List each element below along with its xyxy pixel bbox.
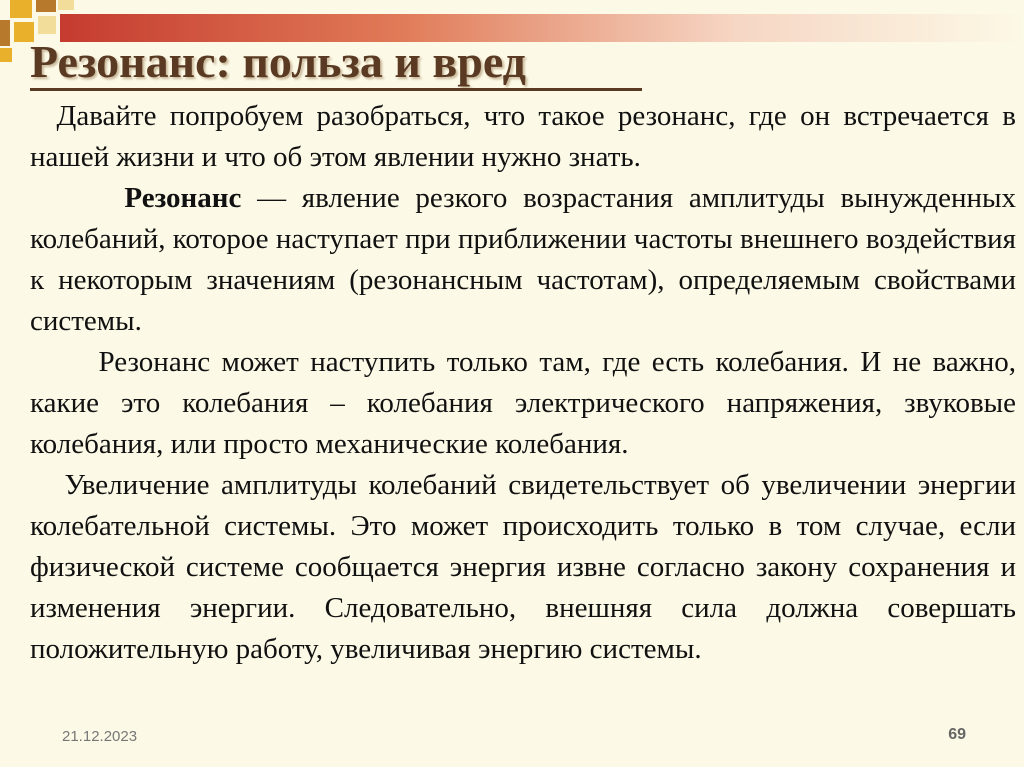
corner-decoration-square — [0, 48, 12, 62]
title-underline — [30, 88, 642, 91]
corner-decoration-square — [58, 0, 74, 10]
slide-date: 21.12.2023 — [62, 728, 138, 745]
corner-decoration-square — [0, 20, 10, 46]
paragraph-intro: Давайте попробуем разобраться, что такое резонанс, где он встречается в нашей жизни и что об этом явлении нужно знать. — [30, 100, 1016, 173]
paragraph-energy: Увеличение амплитуды колебаний свидетельствует об увеличении энергии колебательной системы. Это может происходить только в том случае, если физической системе сообщается энергия извне согласно закону сохранения и изменения энергии. Следовательно, внешняя сила должна совершать положительную работу, увеличивая энергию системы. — [30, 469, 1016, 665]
paragraph-occurrence: Резонанс может наступить только там, где есть колебания. И не важно, какие это колебания – колебания электрического напряжения, звуковые колебания, или просто механические колебания. — [30, 346, 1016, 460]
paragraph-definition: Резонанс — явление резкого возрастания амплитуды вынужденных колебаний, которое наступает при приближении частоты внешнего воздействия к некоторым значениям (резонансным частотам), определяемым свойствами системы. — [30, 182, 1016, 337]
slide-title: Резонанс: польза и вред — [30, 36, 526, 87]
term-resonance: Резонанс — [124, 182, 242, 214]
corner-decoration-square — [36, 0, 56, 12]
slide-page-number: 69 — [948, 726, 966, 743]
corner-decoration-square — [38, 16, 56, 34]
corner-decoration-square — [10, 0, 32, 18]
slide-body — [30, 96, 1016, 670]
